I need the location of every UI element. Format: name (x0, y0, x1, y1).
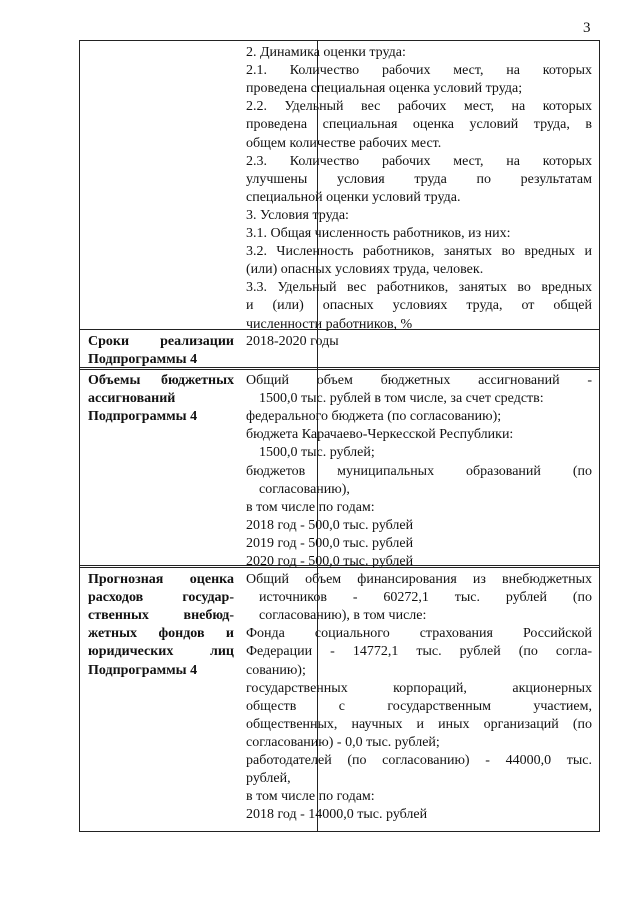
row-value-line: федерального бюджета (по согласованию); (246, 409, 502, 425)
row-value-line: 1500,0 тыс. рублей в том числе, за счет средств: (259, 391, 544, 407)
row-value-line: работодателей (по согласованию) - 44000,0 тыс. (246, 753, 592, 768)
row-value-line: 2018 год - 14000,0 тыс. рублей (246, 807, 428, 823)
row-value-line: 3.1. Общая численность работников, из них: (246, 226, 511, 241)
row-value-line: согласованию), (259, 481, 350, 497)
row-value-line: Федерации - 14772,1 тыс. рублей (по согла- (246, 644, 592, 660)
row-label-line: Подпрограммы 4 (88, 409, 198, 425)
row-label-line: Объемы бюджетных (88, 373, 234, 388)
row-value-line: 3.3. Удельный вес работников, занятых во вредных (246, 280, 592, 296)
row-value-line: в том числе по годам: (246, 789, 375, 805)
row-value-line: (или) опасных условиях труда, человек. (246, 262, 484, 278)
row-label-line: ассигнований (88, 391, 176, 407)
row-value-line: 2.2. Удельный вес рабочих мест, на которых (246, 99, 592, 115)
row-value-line: 2018 год - 500,0 тыс. рублей (246, 517, 414, 533)
row-value-line: 2018-2020 годы (246, 334, 339, 349)
row-value-line: численности работников, % (246, 316, 413, 332)
row-value-line: источников - 60272,1 тыс. рублей (по (259, 590, 592, 606)
row-value-line: проведена специальная оценка условий труда; (246, 81, 523, 97)
row-value-line: Общий объем бюджетных ассигнований - (246, 373, 592, 388)
page-number: 3 (583, 20, 591, 36)
row-value-line: обществ с государственным участием, (246, 698, 592, 714)
row-value-line: специальной оценки условий труда. (246, 189, 461, 205)
row-label-line: Подпрограммы 4 (88, 352, 198, 368)
row-label-line: ственных внебюд- (88, 608, 234, 624)
row-value-line: согласованию) - 0,0 тыс. рублей; (246, 734, 440, 750)
row-value-line: рублей, (246, 771, 291, 787)
row-label-line: Прогнозная оценка (88, 572, 234, 587)
row-value-line: 2020 год - 500,0 тыс. рублей (246, 554, 414, 569)
row-value-line: государственных корпораций, акционерных (246, 680, 592, 696)
row-label-line: юридических лиц (88, 644, 234, 660)
row-label-line: расходов государ- (88, 590, 234, 606)
row-value-line: и (или) опасных условиях труда, от общей (246, 298, 592, 314)
row-value-line: согласованию), в том числе: (259, 608, 427, 624)
row-value-line: 2. Динамика оценки труда: (246, 45, 406, 60)
row-value-line: 2.1. Количество рабочих мест, на которых (246, 63, 592, 79)
row-value-line: проведена специальная оценка условий труда, в (246, 117, 592, 133)
row-label-line: жетных фондов и (88, 626, 234, 642)
row-label-line: Сроки реализации (88, 334, 234, 349)
row-value-line: 1500,0 тыс. рублей; (259, 445, 375, 461)
row-value-line: в том числе по годам: (246, 499, 375, 515)
row-value-line: 2.3. Количество рабочих мест, на которых (246, 153, 592, 169)
row-value-line: общественных, научных и иных организаций (по (246, 716, 592, 732)
row-value-line: 3.2. Численность работников, занятых во вредных и (246, 244, 592, 260)
row-value-line: 2019 год - 500,0 тыс. рублей (246, 535, 414, 551)
row-label-line: Подпрограммы 4 (88, 662, 198, 678)
row-value-line: сованию); (246, 662, 306, 678)
row-value-line: общем количестве рабочих мест. (246, 135, 442, 151)
row-value-line: Фонда социального страхования Российской (246, 626, 592, 642)
row-value-line: 3. Условия труда: (246, 207, 349, 223)
row-value-line: бюджетов муниципальных образований (по (246, 463, 592, 479)
row-value-line: улучшены условия труда по результатам (246, 171, 592, 187)
row-value-line: бюджета Карачаево-Черкесской Республики: (246, 427, 514, 443)
row-value-line: Общий объем финансирования из внебюджетных (246, 572, 592, 587)
